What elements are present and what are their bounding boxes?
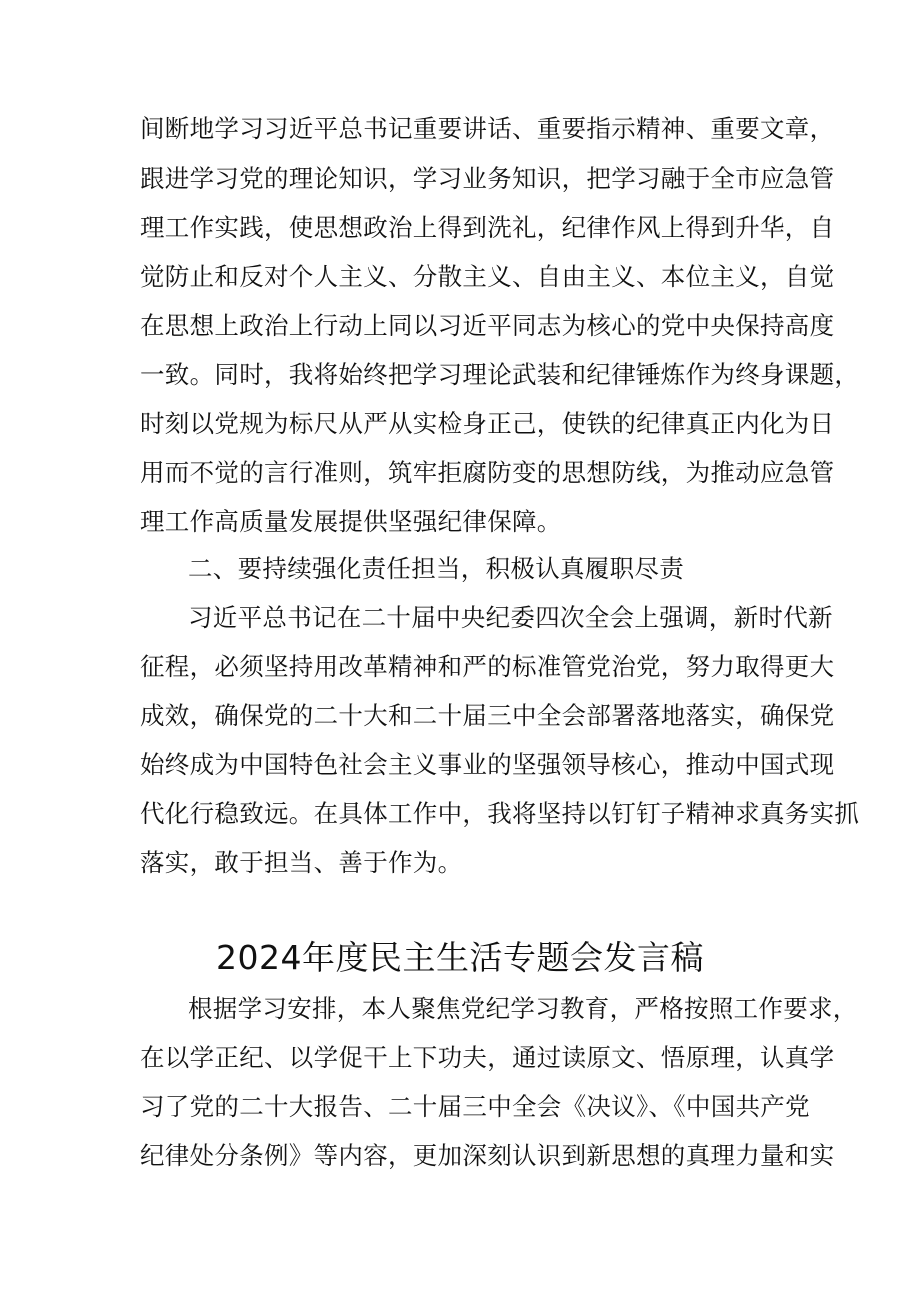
paragraph-line: 征程，必须坚持用改革精神和严的标准管党治党，努力取得更大 [140, 652, 835, 681]
paragraph-line: 在以学正纪、以学促干上下功夫，通过读原文、悟原理，认真学 [140, 1043, 835, 1072]
section-heading: 二、要持续强化责任担当，积极认真履职尽责 [188, 554, 684, 583]
paragraph-line: 理工作实践，使思想政治上得到洗礼，纪律作风上得到升华，自 [140, 213, 835, 242]
paragraph-line: 根据学习安排，本人聚焦党纪学习教育，严格按照工作要求， [188, 994, 858, 1023]
paragraph-line: 代化行稳致远。在具体工作中，我将坚持以钉钉子精神求真务实抓 [140, 799, 860, 828]
paragraph-line: 始终成为中国特色社会主义事业的坚强领导核心，推动中国式现 [140, 750, 835, 779]
paragraph-line: 时刻以党规为标尺从严从实检身正己，使铁的纪律真正内化为日 [140, 409, 835, 438]
paragraph-line: 跟进学习党的理论知识，学习业务知识，把学习融于全市应急管 [140, 164, 835, 193]
paragraph-line: 一致。同时，我将始终把学习理论武装和纪律锤炼作为终身课题， [140, 360, 860, 389]
paragraph-line: 纪律处分条例》等内容，更加深刻认识到新思想的真理力量和实 [140, 1141, 835, 1170]
paragraph-line: 成效，确保党的二十大和二十届三中全会部署落地落实，确保党 [140, 701, 835, 730]
paragraph-line: 间断地学习习近平总书记重要讲话、重要指示精神、重要文章， [140, 114, 835, 143]
document-title: 2024年度民主生活专题会发言稿 [216, 938, 704, 977]
paragraph-line: 觉防止和反对个人主义、分散主义、自由主义、本位主义，自觉 [140, 262, 835, 291]
paragraph-line: 习了党的二十大报告、二十届三中全会《决议》、《中国共产党 [140, 1092, 810, 1121]
paragraph-line: 落实，敢于担当、善于作为。 [140, 848, 463, 877]
paragraph-line: 理工作高质量发展提供坚强纪律保障。 [140, 507, 562, 536]
paragraph-line: 在思想上政治上行动上同以习近平同志为核心的党中央保持高度 [140, 311, 835, 340]
paragraph-line: 习近平总书记在二十届中央纪委四次全会上强调，新时代新 [188, 603, 833, 632]
paragraph-line: 用而不觉的言行准则，筑牢拒腐防变的思想防线，为推动应急管 [140, 458, 835, 487]
